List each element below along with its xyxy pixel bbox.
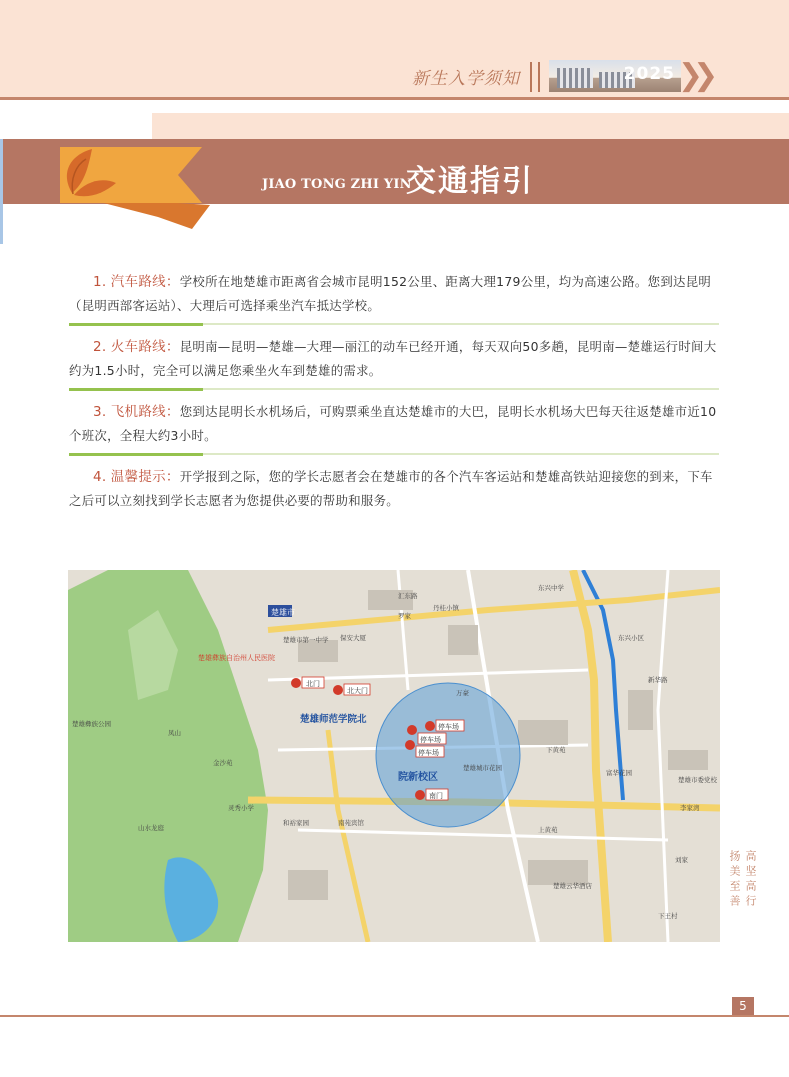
gate-north-big-marker[interactable]	[333, 684, 370, 695]
hospital-label: 楚雄彝族自治州人民医院	[198, 654, 275, 662]
parking-label: 停车场	[418, 749, 439, 757]
route-item-train	[69, 335, 719, 390]
gate-north-big-label: 北大门	[347, 687, 368, 695]
route-item-plane	[69, 400, 719, 455]
divider	[69, 388, 719, 390]
header-title: 新生入学须知	[412, 69, 520, 89]
map-label: 上黄苑	[538, 826, 558, 834]
gate-north-label: 北门	[306, 680, 320, 688]
map-label: 罗家	[398, 612, 411, 620]
item-text: 您到达昆明长水机场后，可购票乘坐直达楚雄市的大巴，昆明长水机场大巴每天往返楚雄市近10个班次，全程大约3小时。	[69, 404, 717, 443]
route-item-bus	[69, 270, 719, 325]
map-label: 凤山	[168, 729, 181, 737]
motto-line: 高坚高行	[744, 850, 757, 910]
section-latin-title: JIAO TONG ZHI YIN	[262, 177, 412, 192]
parking-label: 停车场	[420, 736, 441, 744]
parking-label: 停车场	[438, 723, 459, 731]
map-label: 李家湾	[680, 804, 700, 812]
city-label: 楚雄市	[271, 608, 295, 617]
route-item-tips	[69, 465, 719, 512]
edge-marker	[0, 139, 3, 244]
item-label: 火车路线：	[110, 339, 180, 355]
map-label: 下黄苑	[546, 746, 566, 754]
map-label: 东兴小区	[618, 634, 644, 642]
map-label: 楚雄城市花园	[463, 764, 502, 772]
map-label: 新华路	[648, 676, 668, 684]
map-label: 保安大厦	[340, 634, 366, 642]
footer-line	[0, 1015, 789, 1017]
map-label: 楚雄市委党校	[678, 776, 717, 784]
item-label: 汽车路线：	[110, 274, 180, 290]
item-label: 飞机路线：	[110, 404, 180, 420]
item-number: 2.	[93, 339, 107, 355]
map-label: 南苑宾馆	[338, 819, 364, 827]
leaf-ribbon-icon	[40, 145, 240, 235]
header-year: 2025	[623, 64, 675, 84]
item-text: 学校所在地楚雄市距离省会城市昆明152公里、距离大理179公里，均为高速公路。您到达昆明（昆明西部客运站）、大理后可选择乘坐汽车抵达学校。	[69, 274, 712, 313]
motto-line: 扬美至善	[728, 850, 741, 910]
campus-north-label: 楚雄师范学院北	[300, 714, 367, 725]
map-canvas	[68, 570, 720, 942]
map-label: 下王村	[658, 912, 678, 920]
campus-radius	[376, 683, 520, 827]
map-label: 丹桂小镇	[433, 604, 459, 612]
campus-photo-banner	[549, 60, 681, 92]
divider	[69, 323, 719, 325]
map-label: 东兴中学	[538, 584, 564, 592]
gate-south-marker[interactable]	[415, 789, 448, 800]
map-label: 楚雄云华酒店	[553, 882, 592, 890]
gate-north-marker[interactable]	[291, 677, 324, 688]
item-number: 3.	[93, 404, 107, 420]
map-label: 山水龙庭	[138, 824, 164, 832]
map-label: 灵秀小学	[228, 804, 254, 812]
campus-map[interactable]	[68, 570, 720, 942]
header-separator	[530, 62, 540, 92]
map-label: 万豪	[456, 689, 469, 697]
gate-south-label: 南门	[429, 792, 443, 800]
item-text: 昆明南—昆明—楚雄—大理—丽江的动车已经开通，每天双向50多趟，昆明南—楚雄运行时间大约为1.5小时，完全可以满足您乘坐火车到楚雄的需求。	[69, 339, 717, 378]
item-text: 开学报到之际，您的学长志愿者会在楚雄市的各个汽车客运站和楚雄高铁站迎接您的到来，下车之后可以立刻找到学长志愿者为您提供必要的帮助和服务。	[69, 469, 713, 508]
item-number: 4.	[93, 469, 107, 485]
chevron-arrows-icon: ❯❯	[678, 58, 709, 93]
item-label: 温馨提示：	[110, 469, 180, 485]
section-title: 交通指引	[406, 164, 534, 199]
map-label: 富华花园	[606, 769, 632, 777]
route-list	[69, 270, 719, 512]
map-label: 和裕家园	[283, 819, 309, 827]
map-label: 金沙苑	[213, 759, 233, 767]
map-label: 汇东路	[398, 592, 418, 600]
map-label: 楚雄彝族公园	[72, 720, 111, 728]
map-label: 楚雄市第一中学	[283, 636, 329, 644]
map-label: 刘家	[675, 856, 688, 864]
side-motto	[728, 850, 758, 910]
building-shape	[557, 68, 593, 88]
item-number: 1.	[93, 274, 107, 290]
parking-marker[interactable]	[425, 720, 464, 731]
page-number: 5	[732, 997, 754, 1015]
divider	[69, 453, 719, 455]
campus-new-label: 院新校区	[398, 772, 438, 783]
